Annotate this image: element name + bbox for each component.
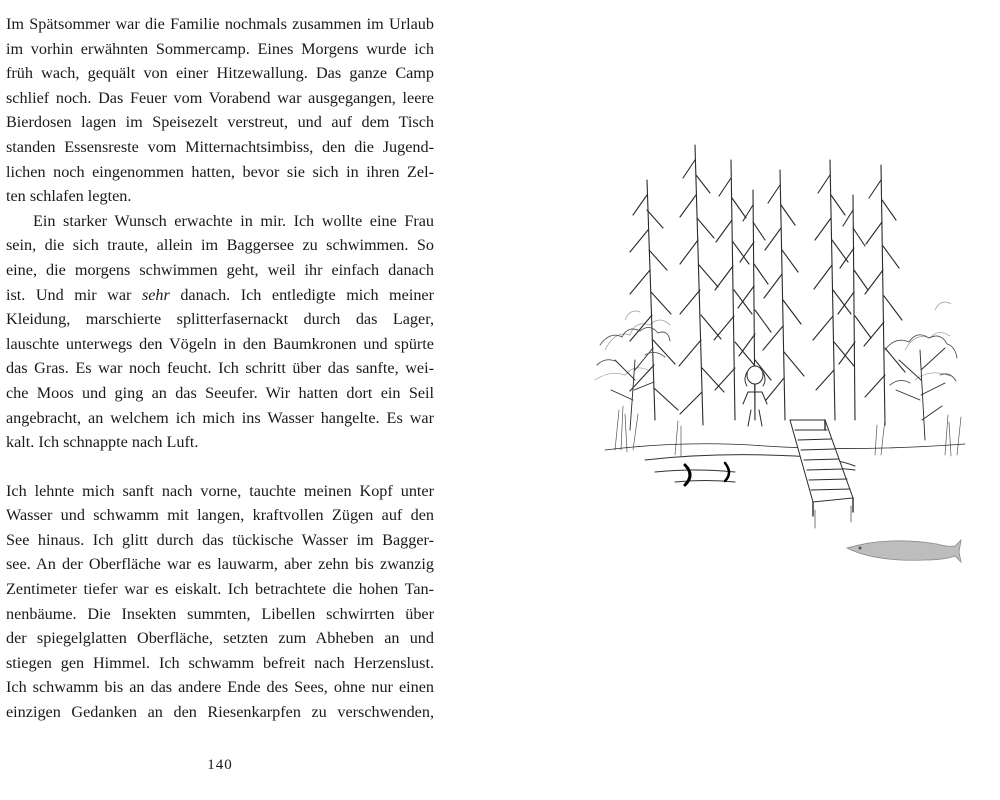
fir-trees-right (813, 160, 905, 425)
text-line: Ich lehnte mich sanft nach vorne, tauchte meinen Kopf unter (6, 481, 434, 500)
text-line: sein, die sich traute, allein im Baggersee zu schwimmen. So (6, 236, 434, 255)
reeds (615, 406, 961, 456)
text-line: standen Essensreste vom Mitternachtsimbiss, den die Jugend- (6, 137, 434, 156)
text-line: lichen noch eingenommen hatten, bevor sie sich in ihren Zel- (6, 162, 434, 181)
fir-trees-left (630, 145, 804, 425)
emphasis-word: sehr (141, 285, 170, 304)
text-line: Bierdosen lagen im Speisezelt verstreut, und auf dem Tisch (6, 113, 434, 132)
text-line: kalt. Ich schnappte nach Luft. (6, 433, 199, 452)
text-line: lauschte unterwegs den Vögeln in den Baumkronen und spürte (6, 334, 434, 353)
text-line: Im Spätsommer war die Familie nochmals zusammen im Urlaub (6, 15, 434, 33)
text-segment: danach. Ich entledigte mich meiner (169, 285, 435, 304)
text-line (6, 283, 434, 308)
text-line: Kleidung, marschierte splitterfasernackt durch das Lager, (6, 310, 434, 329)
text-line: nenbäume. Die Insekten summten, Libellen schwirrten über (6, 604, 434, 623)
wooden-jetty (790, 420, 853, 528)
text-line: im vorhin erwähnten Sommercamp. Eines Morgens wurde ich (6, 39, 434, 58)
forest-lake-illustration (585, 120, 980, 570)
paragraph-1 (6, 12, 434, 209)
paragraph-2 (6, 209, 434, 455)
text-line: see. An der Oberfläche war es lauwarm, aber zehn bis zwanzig (6, 555, 434, 574)
text-line: eine, die morgens schwimmen geht, weil ihr einfach danach (6, 260, 434, 279)
text-line: che Moos und ging an das Seeufer. Wir hatten dort ein Seil (6, 383, 434, 402)
text-line: Ein starker Wunsch erwachte in mir. Ich wollte eine Frau (33, 211, 434, 230)
text-line: der spiegelglatten Oberfläche, setzten zum Abheben an und (6, 629, 434, 648)
leafy-tree-left (597, 327, 670, 430)
section-break (6, 455, 434, 479)
text-line: Wasser und schwamm mit langen, kraftvollen Zügen auf den (6, 506, 434, 525)
text-line: stiegen gen Himmel. Ich schwamm befreit nach Herzenslust. (6, 653, 434, 672)
text-line: ten schlafen legten. (6, 187, 132, 206)
ground-line (605, 444, 965, 450)
text-segment: ist. Und mir war (6, 285, 142, 304)
text-page (6, 12, 434, 725)
page-number: 140 (207, 757, 233, 773)
text-line: das Gras. Es war noch feucht. Ich schritt über das sanfte, wei- (6, 359, 434, 378)
text-line: angebracht, an welchem ich mich ins Wasser hangelte. Es war (6, 408, 434, 427)
leafy-tree-right (885, 335, 957, 440)
illustration-drawing (585, 120, 980, 570)
text-line: See hinaus. Ich glitt durch das tückische Wasser im Bagger- (6, 530, 434, 549)
paragraph-3 (6, 479, 434, 725)
text-line: Ich schwamm bis an das andere Ende des Sees, ohne nur einen (6, 678, 434, 697)
text-line: früh wach, gequält von einer Hitzewallung. Das ganze Camp (6, 64, 434, 83)
fish-drawing (847, 540, 961, 562)
text-line: schlief noch. Das Feuer vom Vorabend war ausgegangen, leere (6, 88, 434, 107)
text-line: einzigen Gedanken an den Riesenkarpfen zu verschwenden, (6, 703, 434, 722)
text-line: Zentimeter tiefer war es eiskalt. Ich betrachtete die hohen Tan- (6, 580, 434, 599)
